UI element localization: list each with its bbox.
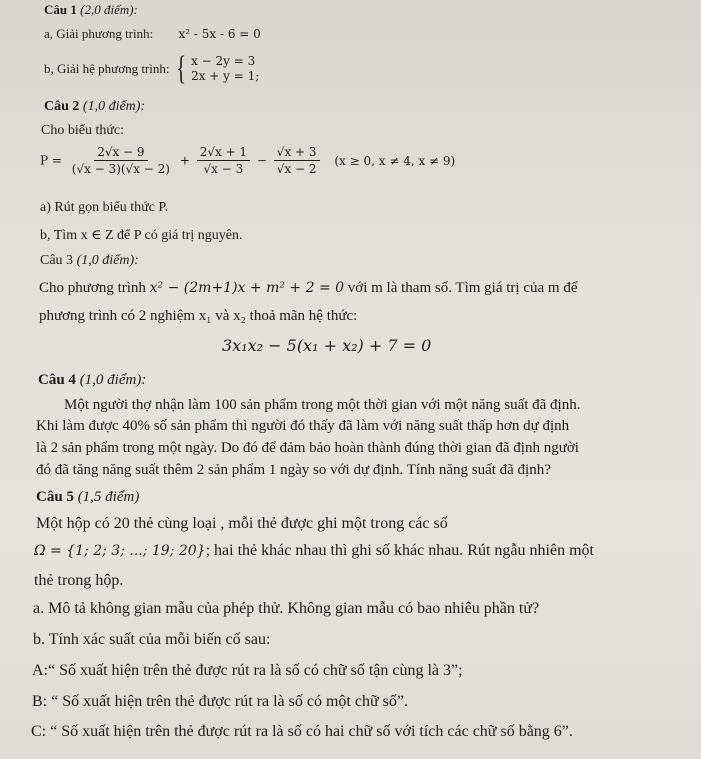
q4-line3: là 2 sản phẩm trong một ngày. Do đó để đảm bảo hoàn thành đúng thời gian đã định người bbox=[36, 440, 579, 456]
q5-heading bbox=[36, 489, 139, 506]
q5-event-b: B: “ Số xuất hiện trên thẻ được rút ra là số có một chữ số”. bbox=[32, 693, 408, 710]
q4-score: (1,0 điểm): bbox=[79, 372, 147, 388]
q1-b-text: b, Giải hệ phương trình: bbox=[44, 61, 170, 76]
q5-line2 bbox=[34, 542, 594, 560]
q2-fraction-3-num: √x + 3 bbox=[274, 145, 320, 161]
q5-b: b. Tính xác suất của mỗi biến cố sau: bbox=[33, 631, 271, 648]
q2-fraction-1-num: 2√x − 9 bbox=[94, 145, 147, 161]
q2-p-label: P = bbox=[40, 153, 62, 168]
q5-line2-post: ; hai thẻ khác nhau thì ghi số khác nhau. Rút ngẫu nhiên một bbox=[205, 542, 594, 559]
q5-a: a. Mô tả không gian mẫu của phép thử. Không gian mẫu có bao nhiêu phần tử? bbox=[33, 600, 540, 617]
q1-a bbox=[44, 26, 261, 42]
q3-line1-pre: Cho phương trình bbox=[39, 280, 146, 296]
q3-heading bbox=[40, 253, 139, 269]
q2-condition: (x ≥ 0, x ≠ 4, x ≠ 9) bbox=[334, 153, 456, 168]
q2-minus: − bbox=[256, 153, 267, 168]
q2-fraction-2-den: √x − 3 bbox=[203, 162, 244, 176]
q2-plus: + bbox=[179, 153, 190, 168]
q4-line1: Một người thợ nhận làm 100 sản phẩm trong một thời gian với một năng suất đã định. bbox=[64, 397, 581, 413]
q2-fraction-3-den: √x − 2 bbox=[276, 162, 317, 176]
q5-event-a: A:“ Số xuất hiện trên thẻ được rút ra là số có chữ số tận cùng là 3”; bbox=[32, 662, 463, 679]
q3-line1-post: với m là tham số. Tìm giá trị của m để bbox=[347, 280, 578, 296]
q2-title: Câu 2 bbox=[44, 99, 80, 114]
q2-fraction-1-den: (√x − 3)(√x − 2) bbox=[71, 162, 170, 176]
q2-intro: Cho biểu thức: bbox=[41, 123, 125, 138]
q4-heading bbox=[38, 372, 146, 389]
q5-title: Câu 5 bbox=[36, 489, 74, 505]
q1-b-system: { x − 2y = 3 2x + y = 1; bbox=[176, 50, 260, 87]
q2-fraction-1 bbox=[69, 145, 173, 176]
q2-b: b, Tìm x ∈ Z để P có giá trị nguyên. bbox=[40, 228, 243, 243]
q2-heading bbox=[44, 99, 145, 115]
q2-fraction-2 bbox=[197, 145, 250, 176]
q4-line4: đó đã tăng năng suất thêm 2 sản phẩm 1 ngày so với dự định. Tính năng suất đã định? bbox=[36, 462, 551, 478]
q1-a-text: a, Giải phương trình: bbox=[44, 26, 154, 41]
q3-line1 bbox=[39, 280, 577, 297]
q2-fraction-3 bbox=[274, 145, 320, 176]
q3-equation: x² − (2m+1)x + m² + 2 = 0 bbox=[149, 280, 345, 296]
q2-a: a) Rút gọn biểu thức P. bbox=[40, 200, 169, 215]
q2-expression bbox=[40, 145, 455, 176]
q1-a-equation: x² - 5x - 6 = 0 bbox=[178, 27, 261, 41]
q3-title: Câu 3 bbox=[40, 253, 74, 268]
q5-omega-set: Ω = {1; 2; 3; ...; 19; 20} bbox=[34, 543, 206, 559]
q1-title: Câu 1 bbox=[44, 2, 77, 17]
q1-b bbox=[44, 52, 259, 86]
q4-line2: Khi làm được 40% số sản phẩm thì người đó thấy đã làm với năng suất thấp hơn dự định bbox=[36, 418, 570, 434]
q1-score: (2,0 điểm): bbox=[80, 2, 138, 17]
q5-line3: thẻ trong hộp. bbox=[34, 572, 124, 589]
q2-fraction-2-num: 2√x + 1 bbox=[197, 145, 250, 161]
q3-score: (1,0 điểm): bbox=[76, 253, 139, 268]
q2-score: (1,0 điểm): bbox=[82, 99, 146, 114]
q1-heading bbox=[44, 2, 138, 18]
q5-line1: Một hộp có 20 thẻ cùng loại , mỗi thẻ được ghi một trong các số bbox=[36, 515, 448, 532]
q5-event-c: C: “ Số xuất hiện trên thẻ được rút ra là số có hai chữ số với tích các chữ số bằng 6”. bbox=[31, 723, 573, 740]
q1-b-row2: 2x + y = 1; bbox=[191, 69, 260, 83]
q1-b-row1: x − 2y = 3 bbox=[191, 54, 256, 68]
q3-relation: 3x₁x₂ − 5(x₁ + x₂) + 7 = 0 bbox=[222, 336, 432, 355]
q3-line2: phương trình có 2 nghiệm x₁ và x₂ thoả mãn hệ thức: bbox=[39, 308, 358, 324]
q4-title: Câu 4 bbox=[38, 372, 76, 388]
q5-score: (1,5 điểm) bbox=[77, 489, 140, 505]
